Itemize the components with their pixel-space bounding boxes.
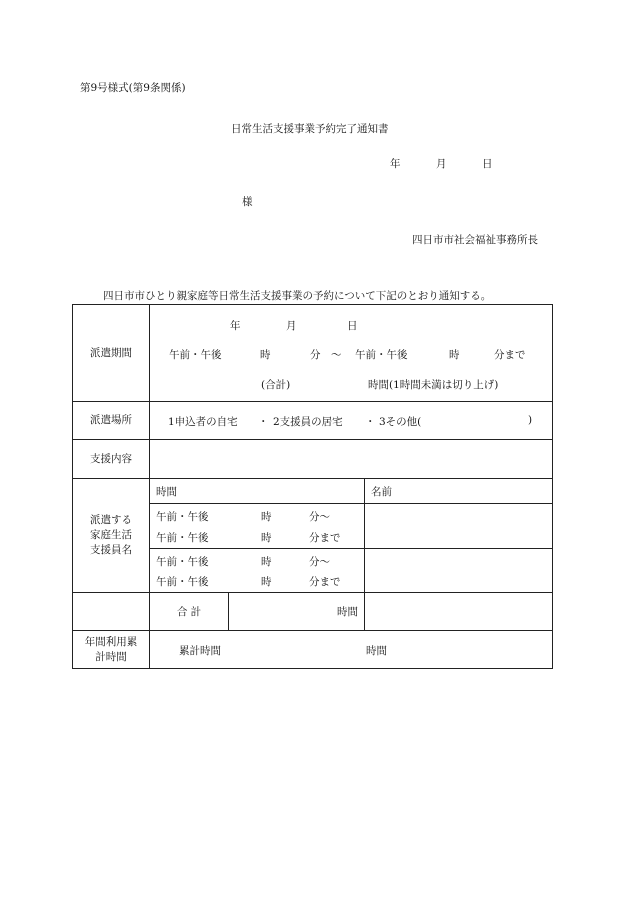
annual-label xyxy=(73,631,150,669)
supporter-ampm: 午前・午後 xyxy=(156,576,209,588)
issuer: 四日市市社会福祉事務所長 xyxy=(412,234,538,246)
period-month: 月 xyxy=(286,320,297,332)
period-minute-until: 分まで xyxy=(494,349,526,361)
supporter-hour: 時 xyxy=(261,556,272,568)
place-option-supporter: 2支援員の居宅 xyxy=(273,416,343,428)
period-hours-note: 時間(1時間未満は切り上げ) xyxy=(368,379,499,391)
annual-label-line: 計時間 xyxy=(95,650,127,663)
place-separator-2: ・ xyxy=(365,416,376,428)
place-separator-1: ・ xyxy=(258,416,269,428)
content-cell xyxy=(150,440,553,479)
supporter-time-cell xyxy=(150,504,365,549)
period-hour-end: 時 xyxy=(449,349,460,361)
supporter-minute: 分まで xyxy=(309,532,341,544)
annual-hours-unit: 時間 xyxy=(366,645,387,657)
place-cell xyxy=(150,402,553,440)
annual-cell xyxy=(150,631,553,669)
period-ampm-start: 午前・午後 xyxy=(169,349,222,361)
period-minute-start: 分 xyxy=(310,349,321,361)
supporter-minute: 分〜 xyxy=(309,556,330,568)
supporter-minute: 分まで xyxy=(309,576,341,588)
period-cell xyxy=(150,305,553,402)
supporter-label xyxy=(73,479,150,593)
intro-text: 四日市市ひとり親家庭等日常生活支援事業の予約について下記のとおり通知する。 xyxy=(103,290,492,302)
notification-table xyxy=(72,304,553,669)
place-option-other: 3その他( xyxy=(379,416,422,428)
place-label: 派遣場所 xyxy=(73,402,150,440)
supporter-time-cell xyxy=(150,549,365,593)
date-day: 日 xyxy=(482,158,493,170)
date-month: 月 xyxy=(436,158,447,170)
total-blank xyxy=(365,593,553,631)
annual-row xyxy=(73,631,553,669)
total-hours-unit: 時間 xyxy=(229,593,365,631)
time-column-header: 時間 xyxy=(150,479,365,504)
content-label: 支援内容 xyxy=(73,440,150,479)
period-day: 日 xyxy=(347,320,358,332)
supporter-name-cell xyxy=(365,549,553,593)
supporter-label-line: 支援員名 xyxy=(90,544,132,556)
supporter-label-line: 家庭生活 xyxy=(90,529,132,541)
document-title: 日常生活支援事業予約完了通知書 xyxy=(231,123,389,135)
place-option-home: 1申込者の自宅 xyxy=(168,416,238,428)
supporter-label-line: 派遣する xyxy=(90,514,132,526)
period-year: 年 xyxy=(230,320,241,332)
annual-label-line: 年間利用累 xyxy=(84,635,138,648)
period-ampm-end: 午前・午後 xyxy=(355,349,408,361)
period-label: 派遣期間 xyxy=(73,305,150,402)
total-empty-cell xyxy=(73,593,150,631)
supporter-minute: 分〜 xyxy=(309,511,330,523)
addressee-suffix: 様 xyxy=(242,196,253,208)
supporter-hour: 時 xyxy=(261,532,272,544)
period-total-label: (合計) xyxy=(261,379,291,391)
content-row xyxy=(73,440,553,479)
place-close-paren: ) xyxy=(528,414,533,426)
supporter-name-cell xyxy=(365,504,553,549)
period-hour-start: 時 xyxy=(260,349,271,361)
place-row xyxy=(73,402,553,440)
supporter-hour: 時 xyxy=(261,576,272,588)
name-column-header: 名前 xyxy=(365,479,553,504)
period-tilde: 〜 xyxy=(331,349,342,361)
supporter-hour: 時 xyxy=(261,511,272,523)
annual-cumulative-label: 累計時間 xyxy=(179,645,221,657)
total-row xyxy=(73,593,553,631)
supporter-ampm: 午前・午後 xyxy=(156,532,209,544)
form-number: 第9号様式(第9条関係) xyxy=(80,82,186,94)
date-year: 年 xyxy=(390,158,401,170)
total-label: 合 計 xyxy=(150,593,229,631)
supporter-ampm: 午前・午後 xyxy=(156,511,209,523)
period-row xyxy=(73,305,553,402)
supporter-ampm: 午前・午後 xyxy=(156,556,209,568)
supporter-header-row xyxy=(73,479,553,504)
